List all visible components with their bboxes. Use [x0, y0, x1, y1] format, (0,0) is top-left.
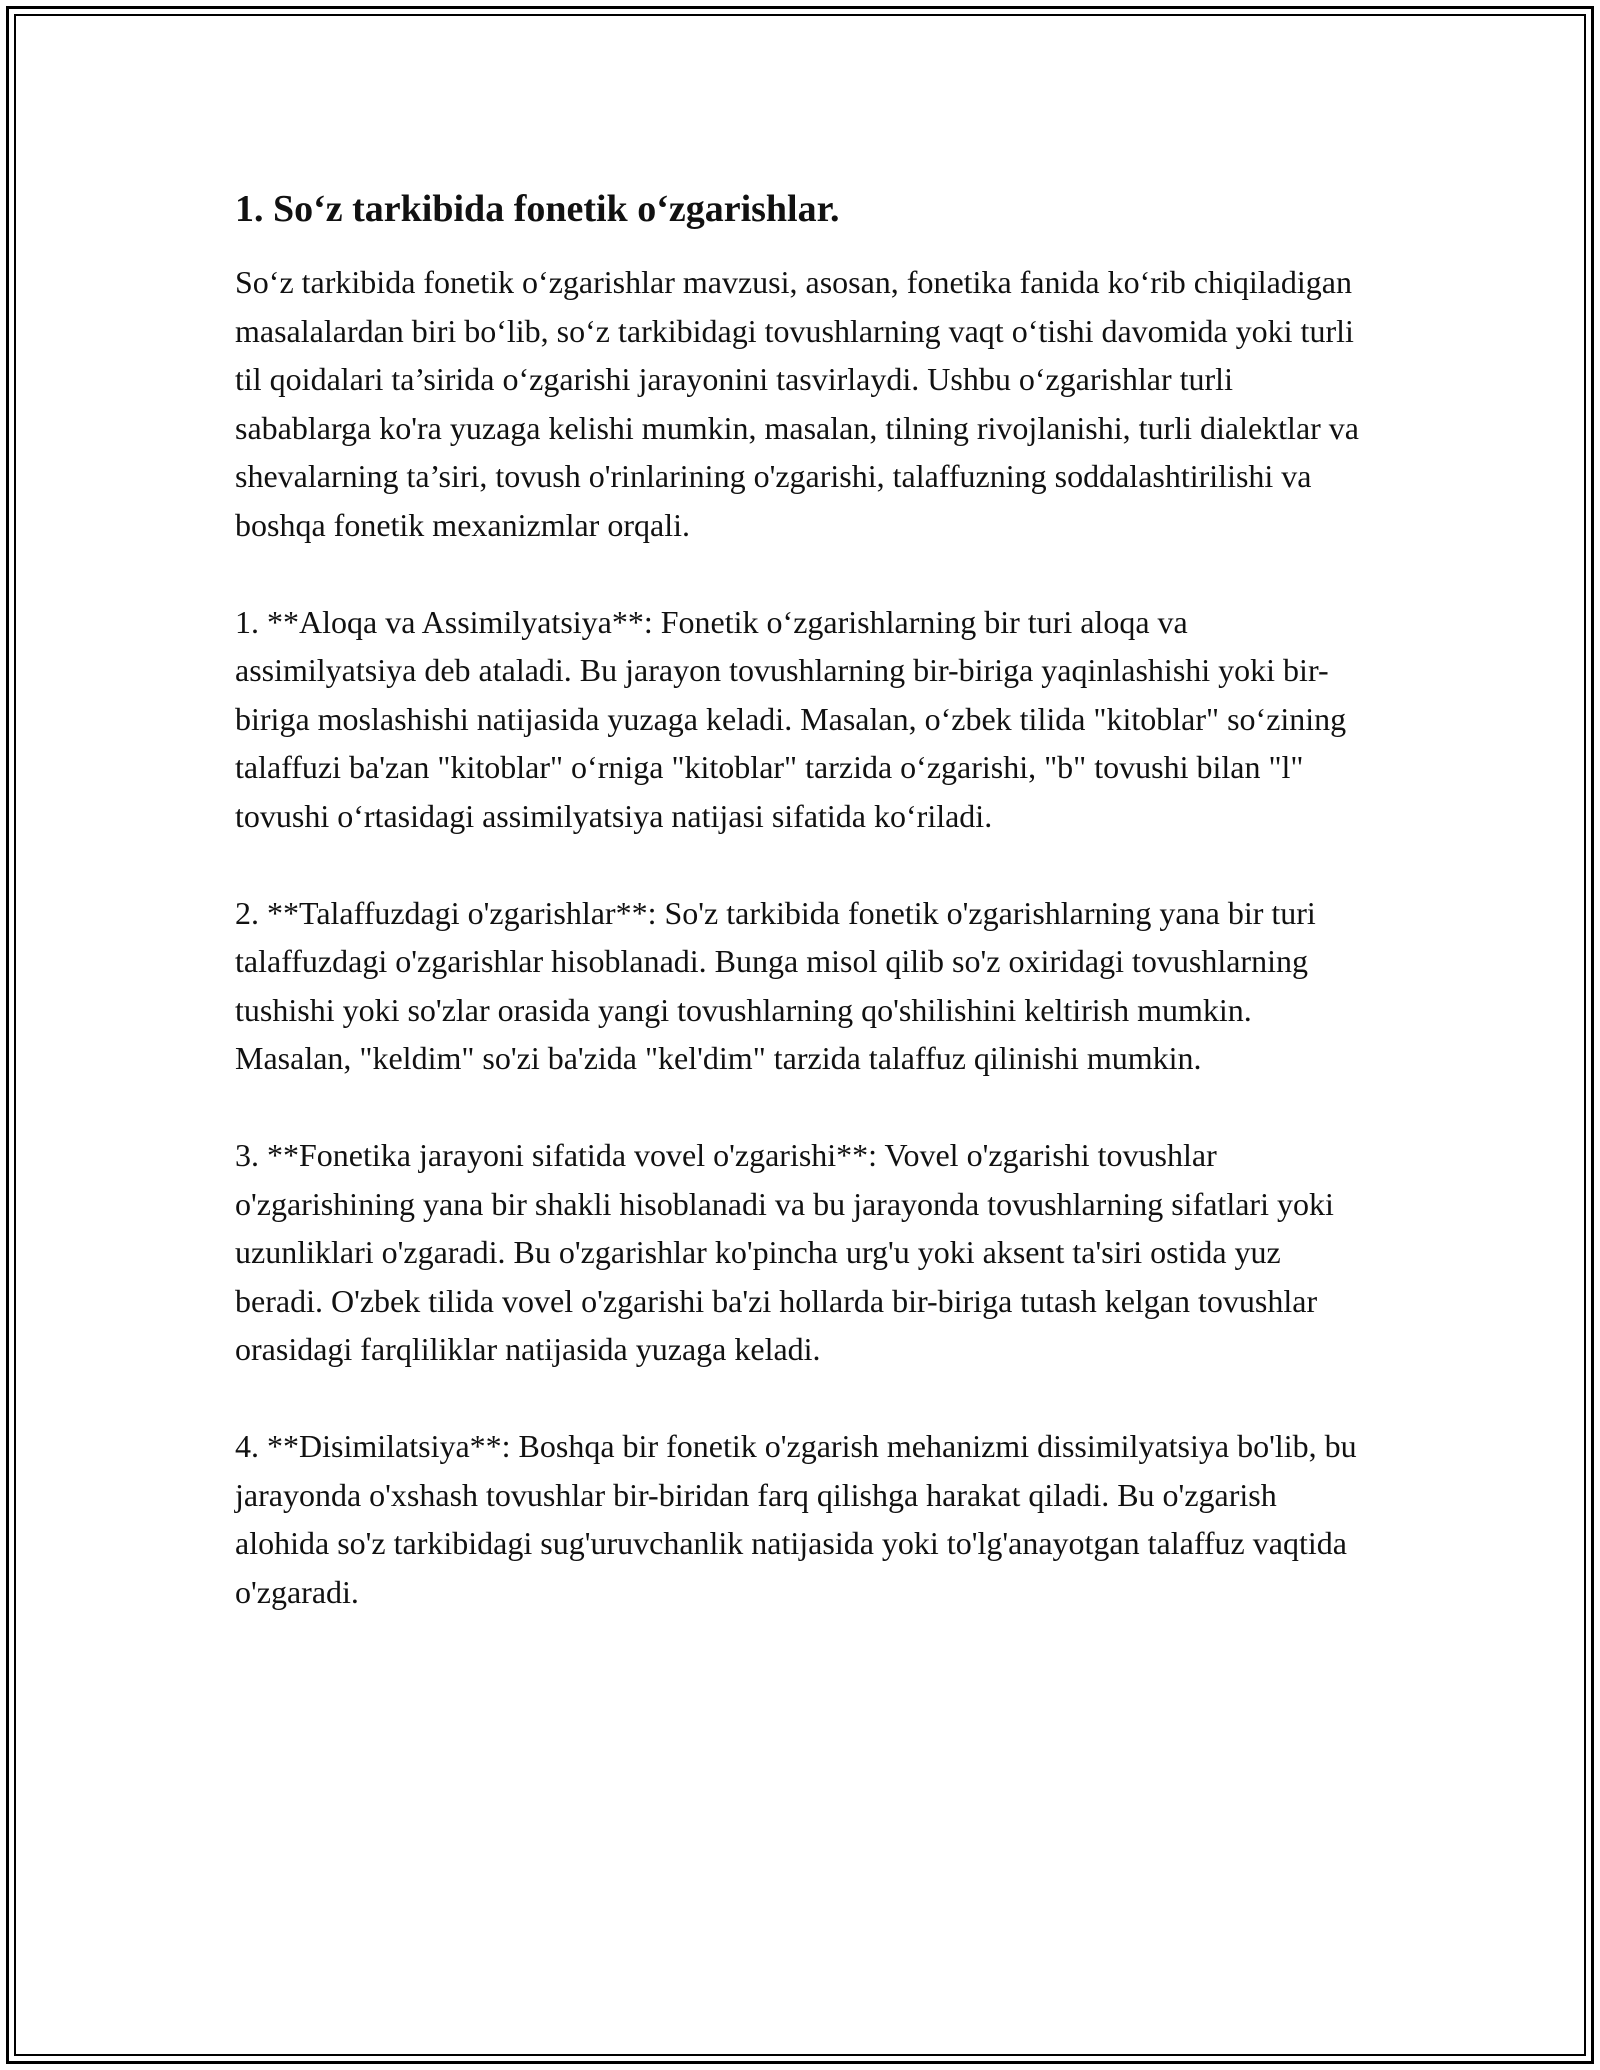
- paragraph-assimilation: 1. **Aloqa va Assimilyatsiya**: Fonetik o‘zgarishlarning bir turi aloqa va assimilyatsiya deb ataladi. Bu jarayon tovushlarning bir-biriga yaqinlashishi yoki bir-biriga moslashishi natijasida yuzaga keladi. Masalan, o‘zbek tilida "kitoblar" so‘zining talaffuzi ba'zan "kitoblar" o‘rniga "kitoblar" tarzida o‘zgarishi, "b" tovushi bilan "l" tovushi o‘rtasidagi assimilyatsiya natijasi sifatida ko‘riladi.: [235, 603, 1347, 834]
- paragraph-dissimilation: 4. **Disimilatsiya**: Boshqa bir fonetik o'zgarish mehanizmi dissimilyatsiya bo'lib, bu jarayonda o'xshash tovushlar bir-biridan farq qilishga harakat qiladi. Bu o'zgarish alohida so'z tarkibidagi sug'uruvchanlik natijasida yoki to'lg'anayotgan talaffuz vaqtida o'zgaradi.: [235, 1428, 1357, 1610]
- document-title: 1. So‘z tarkibida fonetik o‘zgarishlar.: [235, 188, 840, 230]
- intro-paragraph: So‘z tarkibida fonetik o‘zgarishlar mavzusi, asosan, fonetika fanida ko‘rib chiqiladigan masalalardan biri bo‘lib, so‘z tarkibidagi tovushlarning vaqt o‘tishi davomida yoki turli til qoidalari ta’sirida o‘zgarishi jarayonini tasvirlaydi. Ushbu o‘zgarishlar turli sabablarga ko'ra yuzaga kelishi mumkin, masalan, tilning rivojlanishi, turli dialektlar va shevalarning ta’siri, tovush o'rinlarining o'zgarishi, talaffuzning soddalashtirilishi va boshqa fonetik mexanizmlar orqali.: [235, 264, 1359, 543]
- document-body: [235, 185, 1375, 1616]
- paragraph-vowel-change: 3. **Fonetika jarayoni sifatida vovel o'zgarishi**: Vovel o'zgarishi tovushlar o'zgarishining yana bir shakli hisoblanadi va bu jarayonda tovushlarning sifatlari yoki uzunliklari o'zgaradi. Bu o'zgarishlar ko'pincha urg'u yoki aksent ta'siri ostida yuz beradi. O'zbek tilida vovel o'zgarishi ba'zi hollarda bir-biriga tutash kelgan tovushlar orasidagi farqliliklar natijasida yuzaga keladi.: [235, 1137, 1334, 1368]
- paragraph-pronunciation: 2. **Talaffuzdagi o'zgarishlar**: So'z tarkibida fonetik o'zgarishlarning yana bir turi talaffuzdagi o'zgarishlar hisoblanadi. Bunga misol qilib so'z oxiridagi tovushlarning tushishi yoki so'zlar orasida yangi tovushlarning qo'shilishini keltirish mumkin. Masalan, "keldim" so'zi ba'zida "kel'dim" tarzida talaffuz qilinishi mumkin.: [235, 894, 1316, 1077]
